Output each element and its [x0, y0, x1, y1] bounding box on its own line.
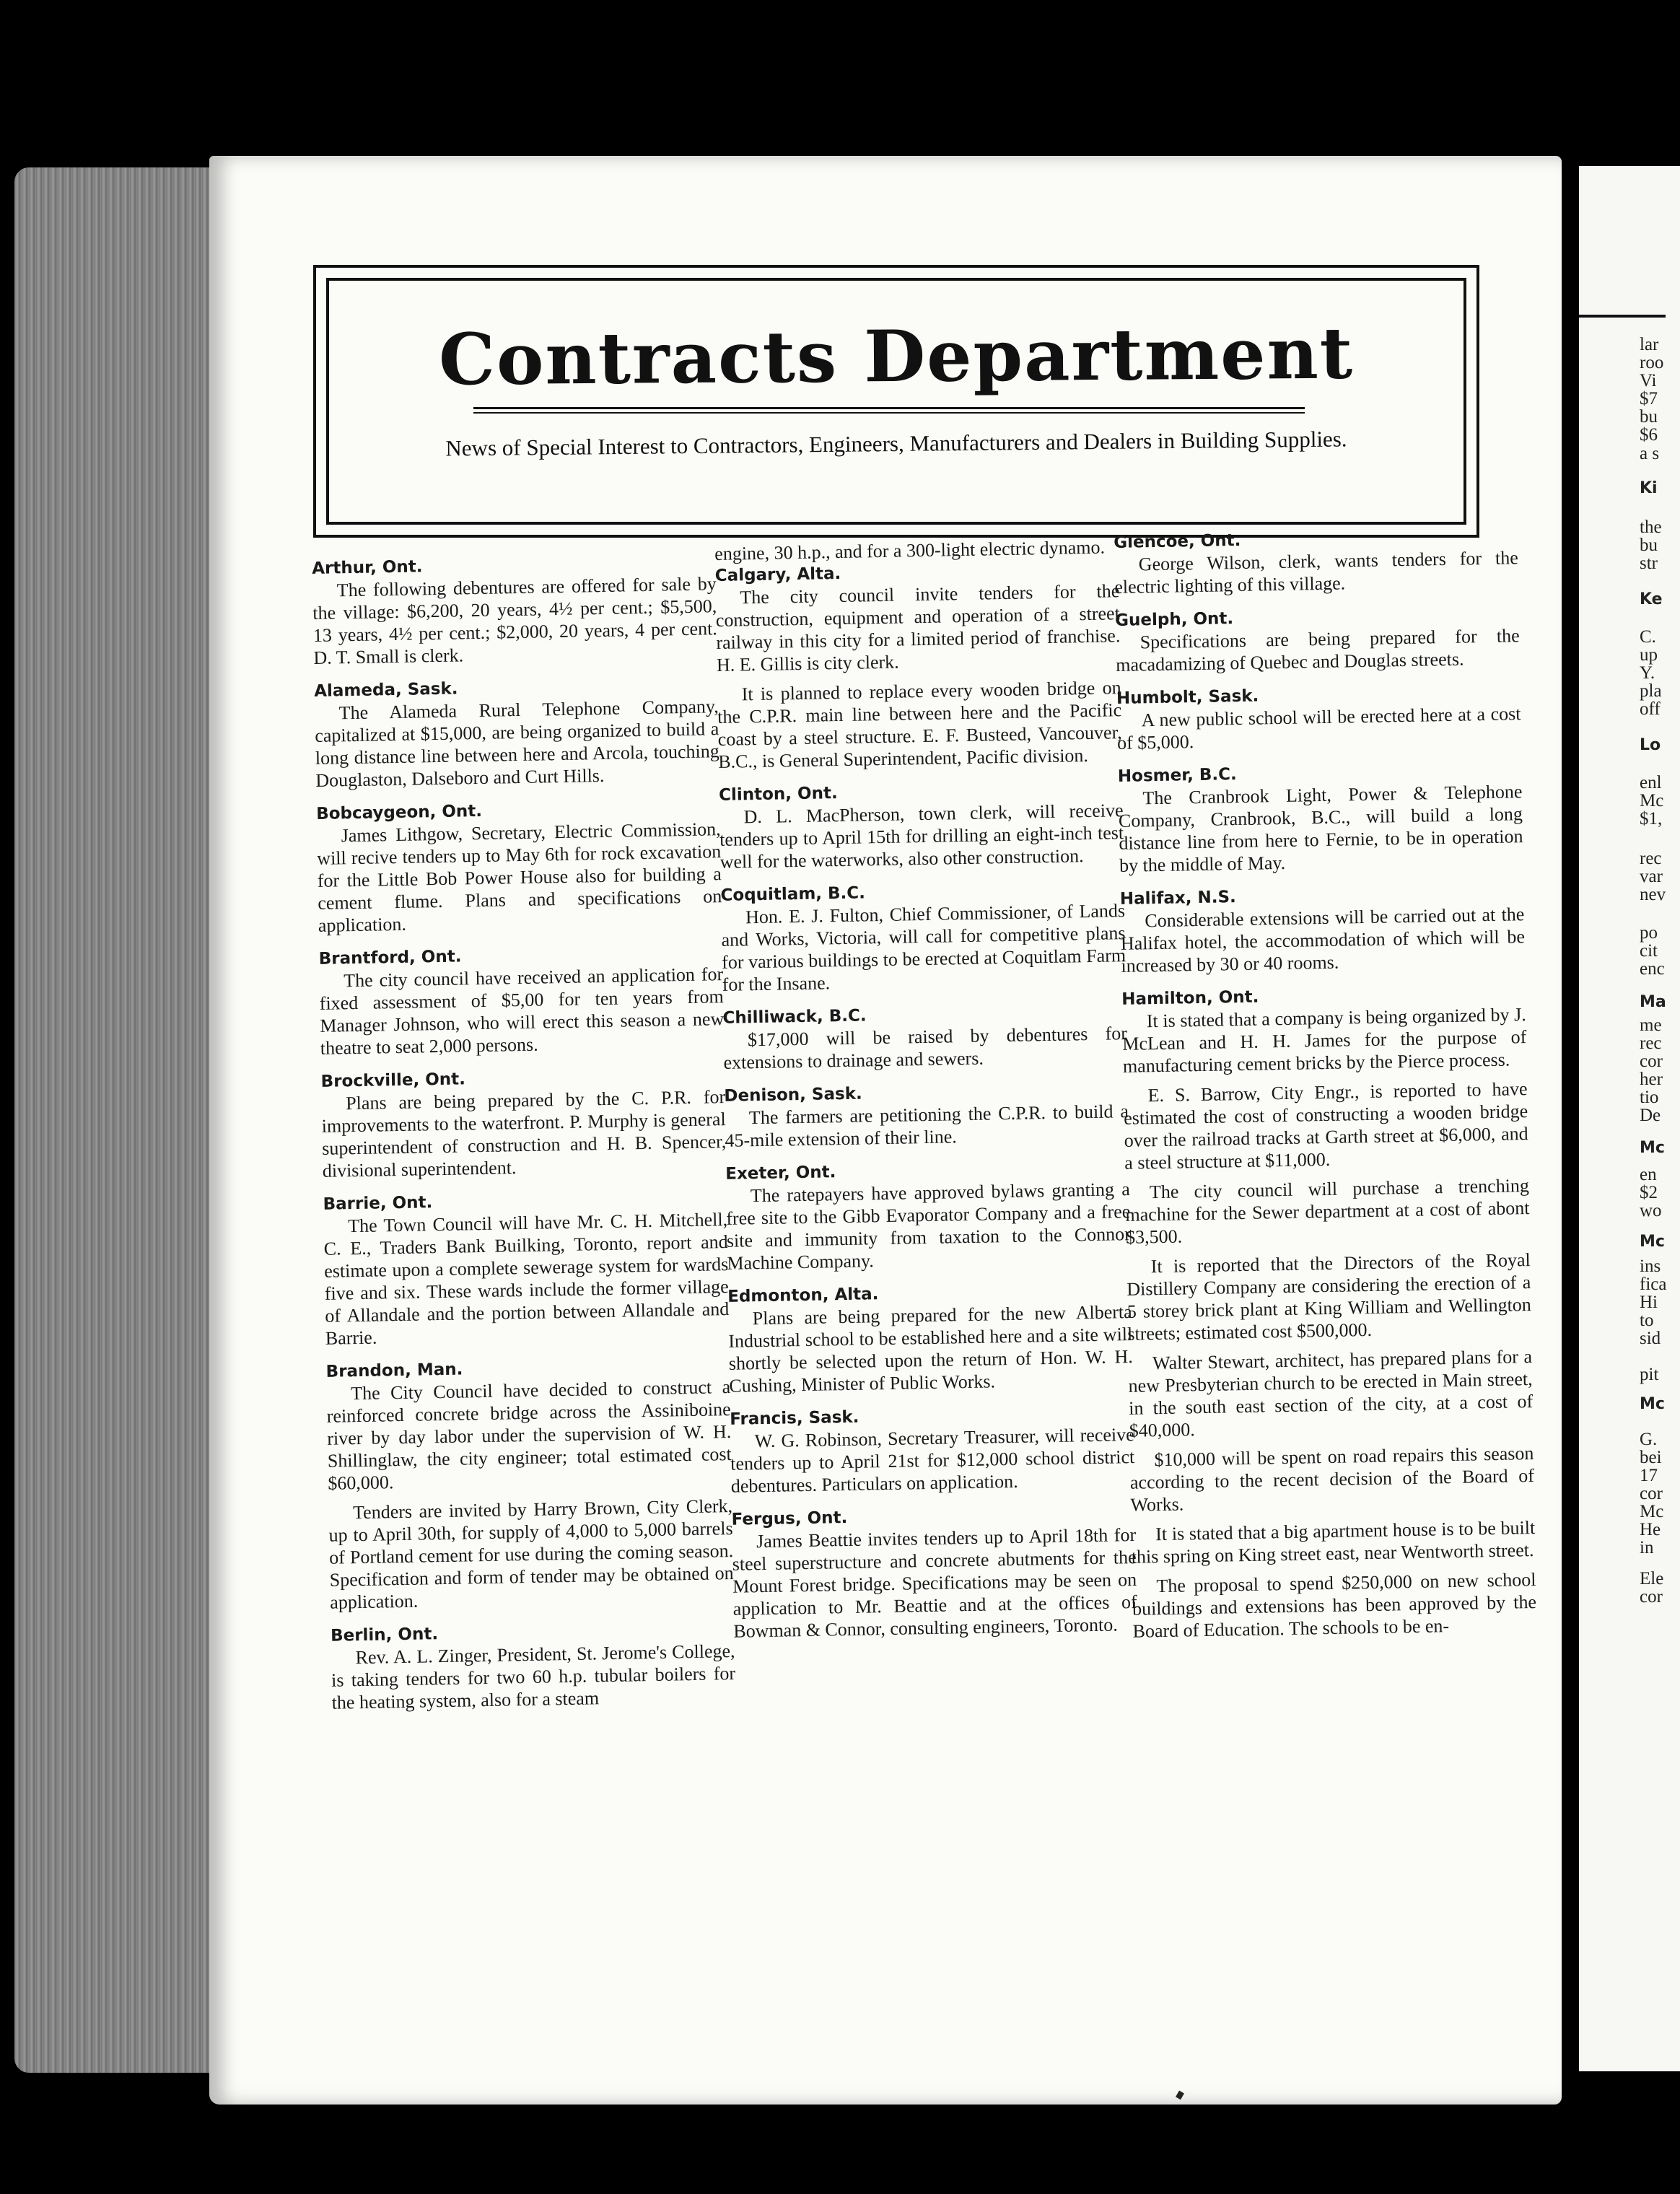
news-paragraph: The city council invite tenders for the construction, equipment and operation of a street railway in this city for a limited period of franchise. H. E. Gillis is city clerk.	[715, 580, 1121, 676]
facing-text-fragment: her	[1640, 1070, 1663, 1089]
place-heading: Francis, Sask.	[729, 1407, 859, 1429]
facing-text-fragment: po	[1640, 923, 1658, 943]
place-heading: Hosmer, B.C.	[1117, 765, 1238, 786]
facing-text-fragment: 17	[1640, 1466, 1658, 1485]
place-heading: Berlin, Ont.	[330, 1625, 439, 1646]
place-heading: Brantford, Ont.	[318, 947, 462, 969]
news-paragraph: Hon. E. J. Fulton, Chief Commissioner, of Lands and Works, Victoria, will call for competitive plans for various buildings to be erected at Coquitlam Farm for the Insane.	[721, 900, 1126, 995]
news-paragraph: $17,000 will be raised by debentures for extensions to drainage and sewers.	[723, 1023, 1128, 1073]
news-item	[730, 1402, 1135, 1498]
facing-text-fragment: to	[1640, 1311, 1654, 1330]
news-paragraph: Specifications are being prepared for the macadamizing of Quebec and Douglas streets.	[1115, 625, 1520, 676]
book-page-edges	[14, 167, 231, 2073]
place-heading: Brandon, Man.	[325, 1360, 463, 1381]
news-paragraph: James Beattie invites tenders up to April 18th for steel superstructure and concrete abutments for the Mount Forest bridge. Specifications may be seen on application to Mr. Beattie and at the offices of Bowman & Connor, consulting engineers, Toronto.	[732, 1524, 1137, 1642]
facing-text-fragment: lar	[1640, 335, 1659, 354]
facing-text-fragment: off	[1640, 699, 1661, 719]
news-item	[719, 777, 1124, 873]
news-item	[720, 878, 1126, 996]
news-paragraph: Considerable extensions will be carried out at the Halifax hotel, the accommodation of which will be increased by 30 or 40 rooms.	[1120, 904, 1526, 976]
news-paragraph: D. L. MacPherson, town clerk, will receive tenders up to April 15th for drilling an eight-inch test well for the waterworks, also other construction.	[719, 800, 1124, 873]
place-heading: Hamilton, Ont.	[1121, 987, 1259, 1009]
place-heading: Humbolt, Sask.	[1116, 686, 1259, 708]
facing-text-fragment: Hi	[1640, 1293, 1658, 1312]
place-heading: Chilliwack, B.C.	[722, 1006, 867, 1028]
place-heading: Arthur, Ont.	[312, 557, 423, 578]
news-paragraph: James Lithgow, Secretary, Electric Commission, will recive tenders up to May 6th for rock excavation for the Little Bob Power House also for building a cement flume. Plans and specifications on application.	[317, 818, 722, 936]
facing-text-fragment: a s	[1640, 444, 1660, 463]
news-item	[323, 1186, 730, 1350]
facing-text-fragment: $6	[1640, 425, 1658, 445]
facing-text-fragment: str	[1640, 554, 1658, 573]
place-heading: Brockville, Ont.	[320, 1070, 466, 1091]
facing-text-fragment: tio	[1640, 1088, 1659, 1107]
facing-heading-fragment: Mc	[1640, 1395, 1665, 1413]
news-paragraph: Tenders are invited by Harry Brown, City Clerk, up to April 30th, for supply of 4,000 to 5,000 barrels of Portland cement for use during the coming season. Specification and form of tender may be obtained on application.	[328, 1495, 734, 1613]
news-paragraph: It is reported that the Directors of the Royal Distillery Company are considering the erection of a 5 storey brick plant at King William and Wellington streets; estimated cost $500,000.	[1126, 1249, 1532, 1345]
facing-text-fragment: cor	[1640, 1052, 1663, 1071]
continued-text: engine, 30 h.p., and for a 300-light electric dynamo.	[714, 536, 1106, 564]
news-paragraph: E. S. Barrow, City Engr., is reported to have estimated the cost of constructing a wooden bridge over the railroad tracks at Garth street at $6,000, and a steel structure at $11,000.	[1123, 1078, 1528, 1174]
facing-text-fragment: the	[1640, 517, 1662, 537]
facing-text-fragment: Mc	[1640, 791, 1664, 810]
news-paragraph: The Cranbrook Light, Power & Telephone Company, Cranbrook, B.C., will build a long distance line from here to Fernie, to be in operation by the middle of May.	[1118, 781, 1523, 876]
news-paragraph: The Alameda Rural Telephone Company, capitalized at $15,000, are being organized to build a long distance line between here and Arcola, touching Douglaston, Dalseboro and Curt Hills.	[315, 696, 720, 791]
news-item	[331, 1618, 736, 1714]
facing-text-fragment: enc	[1640, 959, 1665, 979]
facing-text-fragment: pla	[1640, 681, 1662, 701]
place-heading: Denison, Sask.	[724, 1084, 862, 1106]
facing-text-fragment: var	[1640, 867, 1663, 886]
title-underline-2	[473, 412, 1305, 414]
place-heading: Coquitlam, B.C.	[720, 883, 866, 905]
news-item	[715, 558, 1123, 773]
news-item	[312, 551, 718, 669]
news-item	[727, 1279, 1134, 1397]
place-heading: Halifax, N.S.	[1119, 888, 1237, 909]
masthead-box	[313, 265, 1479, 538]
facing-text-fragment: nev	[1640, 885, 1666, 904]
place-heading: Calgary, Alta.	[714, 564, 841, 585]
news-item	[722, 1000, 1128, 1074]
facing-text-fragment: Mc	[1640, 1502, 1664, 1521]
facing-text-fragment: wo	[1640, 1201, 1662, 1220]
news-paragraph: A new public school will be erected here at a cost of $5,000.	[1116, 703, 1521, 753]
column-3	[1114, 525, 1537, 1654]
facing-heading-fragment: Mc	[1640, 1233, 1665, 1251]
facing-text-fragment: Y.	[1640, 663, 1655, 683]
facing-text-fragment: $1,	[1640, 809, 1663, 829]
title-underline	[473, 407, 1305, 409]
news-item	[1120, 881, 1526, 977]
news-item	[1116, 681, 1522, 754]
news-item	[318, 941, 725, 1059]
facing-text-fragment: De	[1640, 1106, 1661, 1125]
facing-text-fragment: up	[1640, 645, 1658, 665]
facing-text-fragment: bu	[1640, 407, 1658, 427]
news-paragraph: It is planned to replace every wooden bridge on the C.P.R. main line between here and the Pacific coast by a steel structure. E. F. Busteed, Vancouver, B.C., is General Superintendent, Pacific division.	[717, 677, 1122, 772]
news-paragraph: Walter Stewart, architect, has prepared plans for a new Presbyterian church to be erected in Main street, in the south east section of the city, at a cost of $40,000.	[1128, 1346, 1534, 1441]
facing-text-fragment: roo	[1640, 353, 1664, 372]
place-heading: Guelph, Ont.	[1114, 609, 1234, 630]
masthead-inner-box	[326, 278, 1466, 525]
facing-text-fragment: $2	[1640, 1183, 1658, 1202]
news-paragraph: The farmers are petitioning the C.P.R. to build a 45-mile extension of their line.	[725, 1101, 1129, 1151]
facing-heading-fragment: Mc	[1640, 1139, 1665, 1157]
news-paragraph: The Town Council will have Mr. C. H. Mitchell, C. E., Traders Bank Builking, Toronto, report and estimate upon a complete sewerage system for wards five and six. These wards include the former village of Allandale and the portion between Allandale and Barrie.	[323, 1209, 730, 1349]
news-item	[1118, 759, 1524, 877]
facing-heading-fragment: Lo	[1640, 736, 1661, 754]
facing-text-fragment: en	[1640, 1165, 1657, 1184]
place-heading: Exeter, Ont.	[725, 1163, 836, 1184]
news-item	[325, 1354, 734, 1614]
facing-text-fragment: sid	[1640, 1329, 1661, 1348]
column-2	[714, 536, 1138, 1654]
news-item	[316, 796, 722, 937]
news-paragraph: Plans are being prepared by the C. P.R. for improvements to the waterfront. P. Murphy is general superintendent of construction and H. B. Spencer, divisional superintendent.	[321, 1086, 727, 1181]
facing-text-fragment: Ele	[1640, 1569, 1664, 1588]
place-heading: Glencoe, Ont.	[1114, 530, 1241, 552]
facing-text-fragment: cor	[1640, 1587, 1663, 1607]
place-heading: Bobcaygeon, Ont.	[315, 801, 483, 823]
news-item	[314, 673, 720, 792]
news-item	[1121, 982, 1537, 1643]
facing-text-fragment: bu	[1640, 536, 1658, 555]
facing-text-fragment: in	[1640, 1538, 1654, 1557]
news-item	[731, 1502, 1137, 1643]
place-heading: Alameda, Sask.	[314, 679, 458, 701]
facing-text-fragment: $7	[1640, 389, 1658, 408]
facing-text-fragment: rec	[1640, 1033, 1662, 1053]
facing-heading-fragment: Ki	[1640, 479, 1658, 497]
facing-text-fragment: G.	[1640, 1430, 1658, 1449]
news-paragraph: It is stated that a company is being organized by J. McLean and H. H. James for the purpose of manufacturing cement bricks by the Pierce process.	[1122, 1004, 1527, 1077]
news-item	[320, 1064, 727, 1182]
facing-text-fragment: cit	[1640, 941, 1658, 961]
news-paragraph: The city council have received an application for fixed assessment of $5,00 for ten years from Manager Johnson, who will erect this season a new theatre to seat 2,000 persons.	[319, 963, 725, 1059]
news-paragraph: Plans are being prepared for the new Alberta Industrial school to be established here and a site will shortly be selected upon the return of Hon. W. H. Cushing, Minister of Public Works.	[728, 1301, 1134, 1397]
facing-text-fragment: He	[1640, 1520, 1661, 1539]
facing-text-fragment: pit	[1640, 1365, 1659, 1384]
facing-text-fragment: rec	[1640, 849, 1662, 868]
news-paragraph: The ratepayers have approved bylaws granting a free site to the Gibb Evaporator Company and a free site and immunity from taxation to the Connor Machine Company.	[726, 1179, 1132, 1274]
place-heading: Barrie, Ont.	[323, 1193, 433, 1214]
column-1	[312, 551, 736, 1726]
facing-page-rule	[1579, 315, 1666, 318]
news-item	[725, 1156, 1132, 1275]
news-paragraph: It is stated that a big apartment house is to be built this spring on King street east, near Wentworth street.	[1131, 1517, 1536, 1568]
facing-text-fragment: ins	[1640, 1256, 1661, 1276]
facing-text-fragment: C.	[1640, 627, 1656, 647]
facing-page-edge	[1579, 166, 1680, 2071]
facing-text-fragment: Vi	[1640, 371, 1657, 390]
facing-text-fragment: cor	[1640, 1484, 1663, 1503]
news-paragraph: $10,000 will be spent on road repairs this season according to the recent decision of the Board of Works.	[1129, 1443, 1535, 1516]
news-paragraph: W. G. Robinson, Secretary Treasurer, will receive tenders up to April 21st for $12,000 school district debentures. Particulars on application.	[730, 1424, 1135, 1497]
facing-text-fragment: enl	[1640, 773, 1662, 792]
place-heading: Clinton, Ont.	[718, 784, 838, 805]
news-paragraph: The City Council have decided to construct a reinforced concrete bridge across the Assiniboine river by day labor under the supervision of W. H. Shillinglaw, the city engineer; total estimated cost $60,000.	[326, 1376, 732, 1494]
news-paragraph: The following debentures are offered for sale by the village: $6,200, 20 years, 4½ per cent.; $5,500, 13 years, 4½ per cent.; $2,000, 20 years, 4 per cent. D. T. Small is clerk.	[312, 573, 718, 668]
news-item	[1114, 525, 1519, 598]
facing-heading-fragment: Ma	[1640, 993, 1666, 1011]
news-paragraph: George Wilson, clerk, wants tenders for the electric lighting of this village.	[1114, 547, 1518, 598]
news-item	[724, 1078, 1129, 1152]
news-item	[1115, 603, 1521, 676]
place-heading: Edmonton, Alta.	[727, 1285, 879, 1306]
place-heading: Fergus, Ont.	[731, 1508, 848, 1529]
news-paragraph: The city council will purchase a trenching machine for the Sewer department at a cost of abont $3,500.	[1125, 1175, 1530, 1248]
page-title: Contracts Department	[438, 312, 1355, 402]
facing-heading-fragment: Ke	[1640, 590, 1663, 608]
page-subtitle: News of Special Interest to Contractors, Engineers, Manufacturers and Dealers in Building Supplies.	[445, 426, 1347, 461]
facing-text-fragment: me	[1640, 1015, 1662, 1035]
facing-text-fragment: bei	[1640, 1448, 1662, 1467]
facing-text-fragment: fica	[1640, 1275, 1667, 1294]
news-paragraph: Rev. A. L. Zinger, President, St. Jerome's College, is taking tenders for two 60 h.p. tubular boilers for the heating system, also for a steam	[331, 1640, 736, 1713]
news-paragraph: The proposal to spend $250,000 on new school buildings and extensions has been approved by the Board of Education. The schools to be en-	[1132, 1569, 1537, 1642]
